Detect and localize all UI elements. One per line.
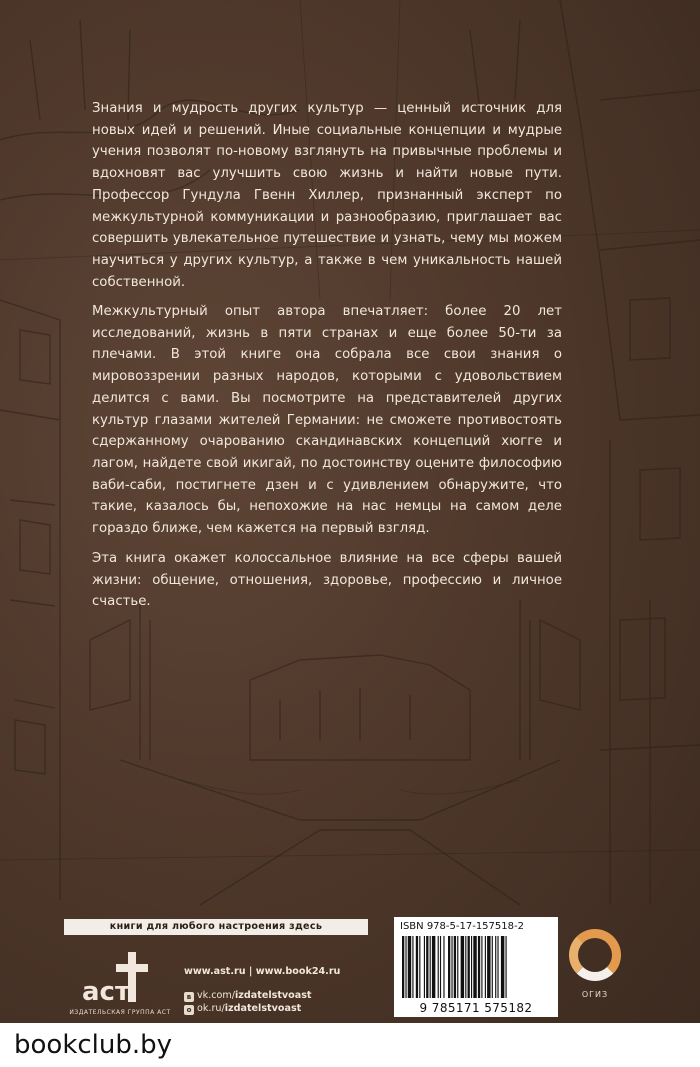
ok-link[interactable]: о ok.ru/izdatelstvoast: [184, 1003, 301, 1015]
barcode-bar: [465, 936, 466, 998]
barcode-bar: [405, 936, 406, 998]
watermark-strip: [0, 1023, 700, 1067]
barcode-bar: [443, 936, 444, 998]
vk-link[interactable]: в vk.com/izdatelstvoast: [184, 990, 312, 1002]
barcode-bar: [402, 936, 404, 998]
svg-text:аст: аст: [82, 977, 131, 1007]
publisher-websites[interactable]: www.ast.ru | www.book24.ru: [184, 966, 341, 977]
barcode-bar: [501, 936, 504, 998]
description-paragraph-2: Межкультурный опыт автора впечатляет: более 20 лет исследований, жизнь в пяти странах и еще более 50-ти за плечами. В этой книге она собрала все свои знания о мировоззрении разных народов, которыми с удовольствием делится с вами. Вы посмотрите на представителей других культур глазами жителей Германии: не сможете противостоять сдержанному очарованию скандинавских концепций хюгге и лагом, найдете свой икигай, по достоинству оцените философию ваби-саби, постигнете дзен и с удивлением обнаружите, что такие, казалось бы, непохожие на нас немцы на самом деле гораздо ближе, чем кажется на первый взгляд.: [92, 304, 562, 537]
description-paragraph-3: Эта книга окажет колоссальное влияние на все сферы вашей жизни: общение, отношения, здоровье, профессию и личное счастье.: [92, 551, 562, 610]
barcode-bar: [438, 936, 439, 998]
description-paragraph-1: Знания и мудрость других культур — ценный источник для новых идей и решений. Иные социальные концепции и мудрые учения позволят по-новому взглянуть на привычные проблемы и вдохновят вас улучшить свою жизнь и найти новые пути. Профессор Гундула Гвенн Хиллер, признанный эксперт по межкультурной коммуникации и разнообразию, приглашает вас совершить увлекательное путешествие и узнать, чему мы можем научиться у других культур, а также в чем уникальность нашей собственной.: [92, 101, 562, 290]
barcode-bar: [408, 936, 411, 998]
barcode-bar: [412, 936, 413, 998]
barcode-bar: [419, 936, 420, 998]
barcode-digits: 9 785171 575182: [419, 1001, 533, 1015]
barcode-bar: [454, 936, 456, 998]
isbn-label: ISBN 978-5-17-157518-2: [400, 921, 524, 932]
barcode-bar: [432, 936, 435, 998]
barcode-bar: [468, 936, 470, 998]
barcode-bar: [426, 936, 428, 998]
isbn-barcode-panel: [394, 917, 558, 1017]
barcode-bar: [471, 936, 472, 998]
barcode-bar: [497, 936, 498, 998]
barcode-bar: [430, 936, 431, 998]
barcode-bar: [440, 936, 441, 998]
barcode-bar: [448, 936, 450, 998]
tagline-banner: книги для любого настроения здесь: [64, 919, 368, 935]
barcode-bar: [451, 936, 452, 998]
watermark-text: bookclub.by: [14, 1030, 173, 1060]
barcode-bar: [481, 936, 482, 998]
imprint-label: ОГИЗ: [581, 990, 609, 999]
barcode-bar: [478, 936, 480, 998]
barcode-bar: [506, 936, 507, 998]
ok-icon: о: [184, 1005, 194, 1015]
publisher-caption: ИЗДАТЕЛЬСКАЯ ГРУППА АСТ: [69, 1009, 171, 1016]
ogiz-logo-icon: [569, 929, 621, 981]
barcode-icon: [400, 936, 552, 998]
barcode-bar: [416, 936, 418, 998]
barcode-bar: [457, 936, 458, 998]
barcode-bar: [485, 936, 486, 998]
barcode-bar: [461, 936, 464, 998]
vk-icon: в: [184, 992, 194, 1002]
barcode-bar: [487, 936, 490, 998]
barcode-bar: [473, 936, 476, 998]
barcode-bar: [492, 936, 493, 998]
barcode-bar: [424, 936, 425, 998]
ast-logo-icon: [70, 944, 170, 1009]
barcode-bar: [495, 936, 496, 998]
